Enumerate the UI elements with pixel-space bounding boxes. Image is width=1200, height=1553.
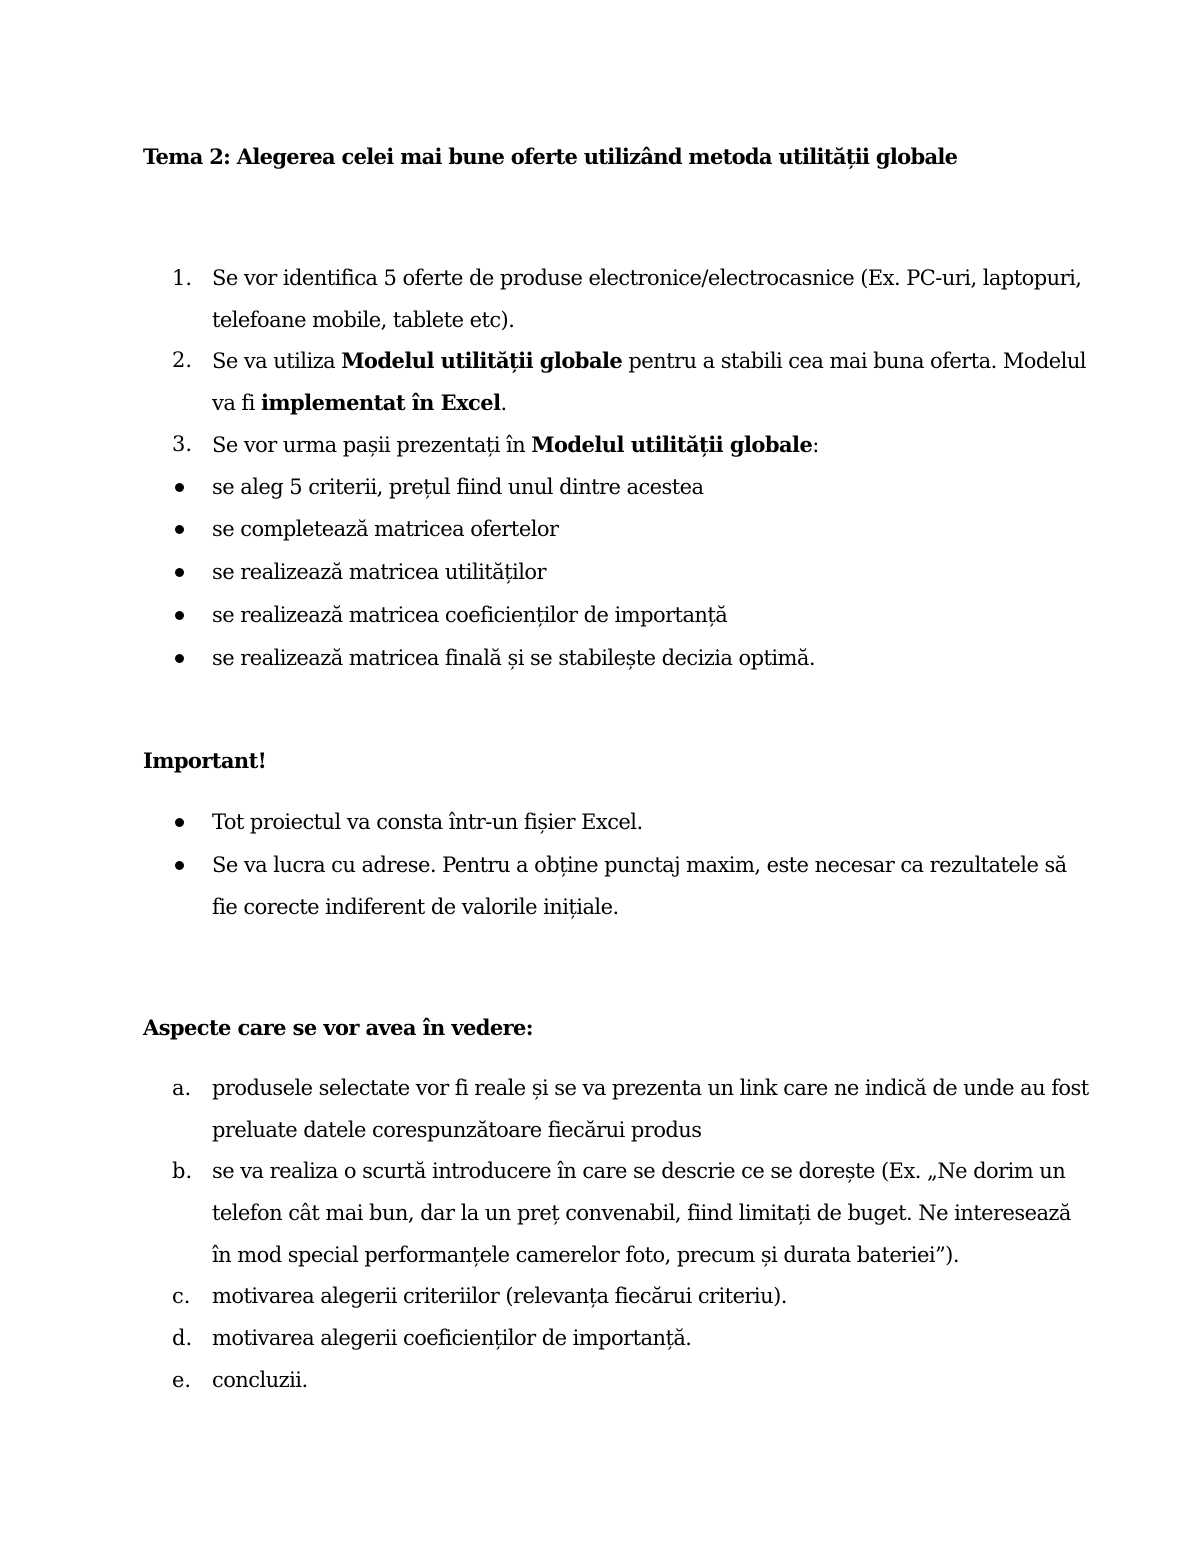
aspect-b-line-2: telefon cât mai bun, dar la un preț convenabil, fiind limitați de buget. Ne interesează [212,1201,1071,1225]
list-item: se realizează matricea finală și se stabilește decizia optimă. [212,646,816,670]
aspect-b-line-1: se va realiza o scurtă introducere în care se descrie ce se dorește (Ex. „Ne dorim un [212,1159,1066,1183]
list-marker: c. [172,1284,191,1308]
step-3-line-1: Se vor urma pașii prezentați în Modelul utilității globale: [212,432,819,457]
bullet-icon [175,483,184,492]
list-marker: e. [172,1368,192,1392]
step-2-line-2: va fi implementat în Excel. [212,390,507,415]
aspect-c-line-1: motivarea alegerii criteriilor (relevanța fiecărui criteriu). [212,1284,787,1308]
bullet-icon [175,861,184,870]
aspect-d-line-1: motivarea alegerii coeficienților de importanță. [212,1326,692,1350]
step-2-line-1: Se va utiliza Modelul utilității globale pentru a stabili cea mai buna oferta. Modelul [212,348,1086,373]
list-item: Tot proiectul va consta într-un fișier Excel. [212,810,643,834]
list-item: se realizează matricea utilităților [212,560,546,584]
bullet-icon [175,525,184,534]
aspect-b-line-3: în mod special performanțele camerelor foto, precum și durata bateriei”). [212,1243,959,1267]
bullet-icon [175,568,184,577]
step-1-line-1: Se vor identifica 5 oferte de produse electronice/electrocasnice (Ex. PC-uri, laptopuri, [212,266,1082,290]
list-item: se realizează matricea coeficienților de importanță [212,603,728,627]
important-heading: Important! [143,748,267,773]
list-item: se completează matricea ofertelor [212,517,559,541]
bold-model-name: Modelul utilității globale [531,432,813,457]
list-marker: 2. [172,348,193,372]
document-title: Tema 2: Alegerea celei mai bune oferte utilizând metoda utilității globale [143,144,958,169]
bold-excel-note: implementat în Excel [260,390,501,415]
aspect-a-line-2: preluate datele corespunzătoare fiecărui produs [212,1118,702,1142]
list-item: se aleg 5 criterii, prețul fiind unul dintre acestea [212,475,704,499]
bullet-icon [175,818,184,827]
bold-model-name: Modelul utilității globale [341,348,623,373]
aspect-e-line-1: concluzii. [212,1368,308,1392]
list-marker: b. [172,1159,193,1183]
step-1-line-2: telefoane mobile, tablete etc). [212,308,515,332]
bullet-icon [175,611,184,620]
aspect-a-line-1: produsele selectate vor fi reale și se va prezenta un link care ne indică de unde au fost [212,1076,1089,1100]
list-item-continuation: fie corecte indiferent de valorile inițiale. [212,895,619,919]
bullet-icon [175,654,184,663]
list-marker: a. [172,1076,192,1100]
list-marker: d. [172,1326,193,1350]
list-item: Se va lucra cu adrese. Pentru a obține punctaj maxim, este necesar ca rezultatele să [212,853,1067,877]
list-marker: 1. [172,266,193,290]
list-marker: 3. [172,432,193,456]
aspects-heading: Aspecte care se vor avea în vedere: [143,1015,533,1040]
